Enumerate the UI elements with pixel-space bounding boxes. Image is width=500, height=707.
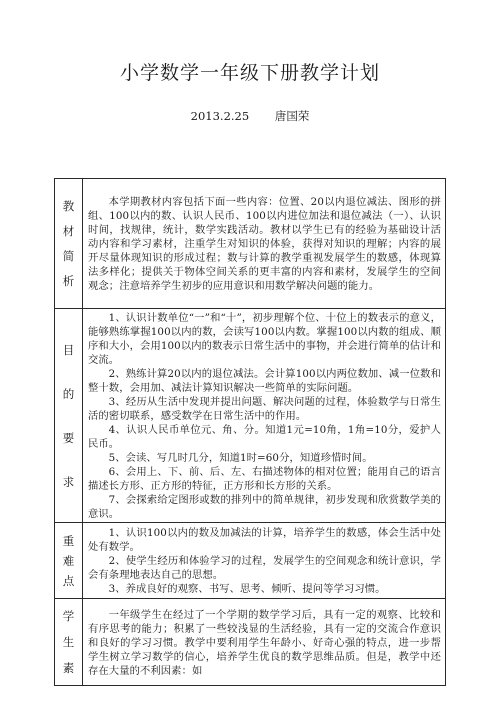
section-label	[55, 309, 83, 523]
label-char: 教	[62, 198, 75, 213]
section-row-objectives	[55, 309, 446, 523]
document-date: 2013.2.25	[190, 109, 250, 123]
content-paragraph: 本学期教材内容包括下面一些内容：位置、20以内退位减法、图形的拼组、100以内的数、认识人民币、100以内进位加法和退位减法（一）、认识时间，找规律，统计，数学实践活动。教材以学生已有的经验为基础设计活动内容和学习素材，注重学生对知识的体验，获得对知识的理解；内容的展开尽量体现知识的形成过程；数与计算的教学重视发展学生的数感，体现算法多样化；提供关于物体空间关系的更丰富的内容和素材，发展学生的空间观念；注意培养学生初步的应用意识和用数学解决问题的能力。	[88, 196, 441, 292]
section-row-student-profile	[55, 599, 446, 686]
section-content	[83, 599, 446, 686]
document-title: 小学数学一年级下册教学计划	[119, 62, 380, 84]
label-char: 材	[62, 223, 75, 238]
section-content	[83, 523, 446, 599]
content-paragraph: 4、认识人民币单位元、角、分。知道1元=10角，1角=10分，爱护人民币。	[88, 424, 441, 450]
content-paragraph: 5、会读、写几时几分，知道1时=60分，知道珍惜时间。	[108, 452, 373, 464]
content-paragraph: 6、会用上、下、前、后、左、右描述物体的相对位置；能用自己的语言描述长方形、正方形的特征，正方形和长方形的关系。	[88, 466, 441, 492]
label-char: 要	[62, 430, 75, 445]
content-paragraph: 一年级学生在经过了一个学期的数学学习后，具有一定的观察、比较和有序思考的能力；积累了一些较浅显的生活经验，具有一定的交流合作意识和良好的学习习惯。教学中要利用学生年龄小、好奇心强的特点，进一步帮学生树立学习数学的信心，培养学生优良的数学思维品质。但是，教学中还存在大量的不利因素：如	[88, 608, 441, 677]
document-author: 唐国荣	[274, 109, 310, 123]
date-author-line	[0, 108, 500, 124]
label-char: 求	[62, 474, 75, 489]
content-paragraph: 2、熟练计算20以内的退位减法。会计算100以内两位数加、减一位数和整十数，会用加、减法计算知识解决一些简单的实际问题。	[88, 368, 441, 394]
label-char: 素	[62, 661, 75, 675]
content-paragraph: 1、认识计数单位“一”和“十”，初步理解个位、十位上的数表示的意义，能够熟练掌握100以内的数，会读写100以内数。掌握100以内数的组成、顺序和大小，会用100以内的数表示日常生活中的事物，并会进行简单的估计和交流。	[88, 312, 441, 366]
label-char: 生	[62, 635, 75, 649]
label-char: 点	[62, 573, 75, 588]
section-row-textbook-analysis	[55, 179, 446, 309]
content-paragraph: 3、养成良好的观察、书写、思考、倾听、提问等学习习惯。	[108, 583, 386, 595]
content-paragraph: 3、经历从生活中发现并提出问题、解决问题的过程，体验数学与日常生活的密切联系，感受数学在日常生活中的作用。	[88, 396, 441, 422]
content-paragraph: 2、使学生经历和体验学习的过程，发展学生的空间观念和统计意识，学会有条理地表达自己的思想。	[88, 555, 441, 581]
label-char: 难	[62, 553, 75, 568]
label-char: 的	[62, 386, 75, 401]
label-char: 重	[62, 533, 75, 548]
section-content	[83, 309, 446, 523]
label-char: 析	[62, 273, 75, 288]
content-paragraph: 7、会探索给定图形或数的排列中的简单规律，初步发现和欣赏数学美的意识。	[88, 494, 441, 520]
section-label	[55, 179, 83, 309]
section-label	[55, 523, 83, 599]
section-label	[55, 599, 83, 686]
section-row-key-points	[55, 523, 446, 599]
section-content	[83, 179, 446, 309]
teaching-plan-table	[54, 178, 446, 686]
label-char: 学	[62, 609, 75, 623]
label-char: 简	[62, 248, 75, 263]
label-char: 目	[62, 342, 75, 357]
content-paragraph: 1、认识100以内的数及加减法的计算，培养学生的数感，体会生活中处处有数学。	[88, 527, 441, 553]
